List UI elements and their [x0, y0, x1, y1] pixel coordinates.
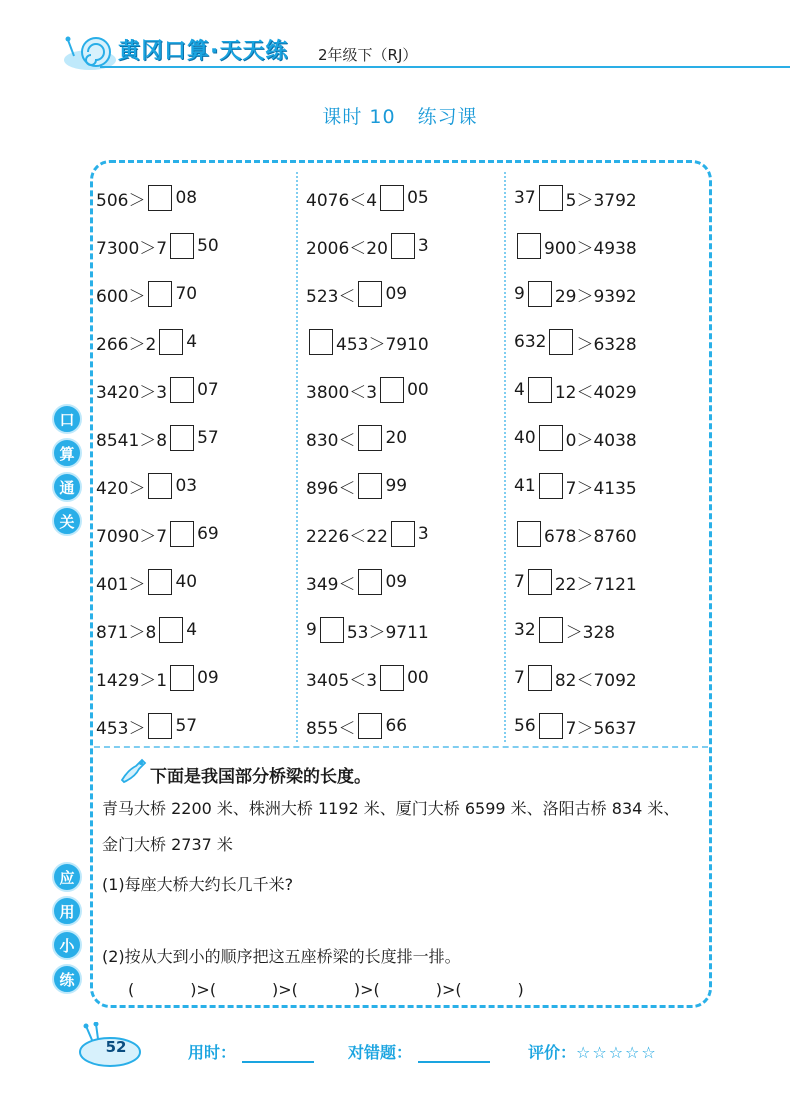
- exercise-row: [514, 270, 714, 318]
- correct-label: 对错题：: [348, 1043, 413, 1062]
- exercise-suffix: 09: [385, 572, 408, 592]
- pencil-icon: [118, 756, 148, 786]
- exercise-prefix: 871＞8: [96, 622, 157, 643]
- exercise-row: [96, 270, 296, 318]
- lesson-number: 课时 10: [322, 106, 396, 128]
- exercise-prefix: 9: [514, 284, 525, 304]
- exercise-suffix: 4: [186, 332, 198, 352]
- answer-box[interactable]: [517, 521, 541, 547]
- exercise-prefix: 7300＞7: [96, 238, 168, 259]
- rating-stars[interactable]: ☆☆☆☆☆: [576, 1043, 658, 1062]
- time-blank[interactable]: [242, 1045, 314, 1063]
- side-char: 练: [52, 964, 82, 994]
- answer-box[interactable]: [309, 329, 333, 355]
- exercise-suffix: 08: [175, 188, 198, 208]
- answer-box[interactable]: [170, 233, 194, 259]
- page-number: 52: [105, 1038, 127, 1056]
- exercise-row: [306, 222, 506, 270]
- answer-box[interactable]: [358, 569, 382, 595]
- exercise-suffix: 00: [407, 668, 429, 688]
- answer-box[interactable]: [320, 617, 344, 643]
- exercise-prefix: 632: [514, 332, 547, 352]
- bridge-data-line-2: 金门大桥 2737 米: [102, 835, 233, 854]
- answer-box[interactable]: [170, 521, 194, 547]
- exercise-prefix: 40: [514, 428, 536, 448]
- exercise-column-3: [514, 174, 714, 750]
- exercise-suffix: 3: [417, 236, 429, 256]
- answer-box[interactable]: [391, 521, 415, 547]
- brand-title: 黄冈口算·天天练: [118, 39, 289, 64]
- side-char: 应: [52, 862, 82, 892]
- exercise-row: [514, 654, 714, 702]
- exercise-row: [306, 702, 506, 750]
- side-char: 关: [52, 506, 82, 536]
- exercise-prefix: 349＜: [306, 574, 356, 595]
- order-answer-blanks[interactable]: ( )>( )>( )>( )>( ): [128, 980, 524, 999]
- answer-box[interactable]: [358, 713, 382, 739]
- correct-field: [348, 1040, 490, 1063]
- exercise-prefix: 896＜: [306, 478, 356, 499]
- answer-box[interactable]: [539, 185, 563, 211]
- exercise-suffix: 40: [175, 572, 198, 592]
- exercise-suffix: 678＞8760: [544, 526, 637, 547]
- time-label: 用时：: [188, 1043, 237, 1062]
- answer-box[interactable]: [549, 329, 573, 355]
- answer-box[interactable]: [528, 569, 552, 595]
- exercise-row: [514, 318, 714, 366]
- side-char: 小: [52, 930, 82, 960]
- answer-box[interactable]: [148, 569, 172, 595]
- answer-box[interactable]: [170, 377, 194, 403]
- exercise-prefix: 7090＞7: [96, 526, 168, 547]
- exercise-prefix: 7: [514, 572, 525, 592]
- answer-box[interactable]: [148, 185, 172, 211]
- exercise-prefix: 855＜: [306, 718, 356, 739]
- exercise-suffix: 4: [186, 620, 198, 640]
- exercise-row: [514, 510, 714, 558]
- answer-box[interactable]: [148, 473, 172, 499]
- exercise-suffix: ＞6328: [576, 334, 637, 355]
- exercise-row: [306, 270, 506, 318]
- exercise-row: [306, 174, 506, 222]
- exercise-row: [514, 414, 714, 462]
- exercise-prefix: 401＞: [96, 574, 146, 595]
- time-field: [188, 1040, 314, 1063]
- header-rule: [100, 66, 790, 68]
- exercise-suffix: 09: [197, 668, 219, 688]
- answer-box[interactable]: [528, 281, 552, 307]
- exercise-row: [96, 366, 296, 414]
- exercise-prefix: 3420＞3: [96, 382, 168, 403]
- exercise-row: [514, 606, 714, 654]
- exercise-column-1: [96, 174, 296, 750]
- exercise-row: [96, 318, 296, 366]
- exercise-suffix: 07: [197, 380, 219, 400]
- exercise-suffix: 69: [197, 524, 219, 544]
- exercise-row: [306, 606, 506, 654]
- exercise-suffix: 03: [175, 476, 198, 496]
- exercise-suffix: 05: [407, 188, 429, 208]
- answer-box[interactable]: [528, 377, 552, 403]
- exercise-suffix: 7＞4135: [565, 478, 637, 499]
- exercise-prefix: 3800＜3: [306, 382, 378, 403]
- exercise-column-2: [306, 174, 506, 750]
- lesson-title: [0, 102, 800, 129]
- side-label-oral: [52, 404, 82, 540]
- exercise-prefix: 7: [514, 668, 525, 688]
- exercise-prefix: 4: [514, 380, 525, 400]
- exercise-prefix: 41: [514, 476, 536, 496]
- answer-box[interactable]: [539, 473, 563, 499]
- exercise-row: [96, 702, 296, 750]
- exercise-row: [306, 318, 506, 366]
- exercise-prefix: 1429＞1: [96, 670, 168, 691]
- exercise-suffix: 900＞4938: [544, 238, 637, 259]
- exercise-prefix: 453＞: [96, 718, 146, 739]
- exercise-prefix: 420＞: [96, 478, 146, 499]
- exercise-prefix: 8541＞8: [96, 430, 168, 451]
- page-header: [0, 0, 800, 80]
- answer-box[interactable]: [539, 425, 563, 451]
- answer-box[interactable]: [391, 233, 415, 259]
- lesson-name: 练习课: [417, 106, 478, 128]
- exercise-prefix: 506＞: [96, 190, 146, 211]
- answer-box[interactable]: [358, 281, 382, 307]
- answer-box[interactable]: [148, 713, 172, 739]
- exercise-suffix: 70: [175, 284, 198, 304]
- exercise-row: [96, 462, 296, 510]
- exercise-prefix: 4076＜4: [306, 190, 378, 211]
- rating-field: [528, 1040, 658, 1063]
- exercise-suffix: 20: [385, 428, 408, 448]
- answer-box[interactable]: [358, 425, 382, 451]
- exercise-suffix: 99: [385, 476, 408, 496]
- exercise-row: [96, 414, 296, 462]
- exercise-suffix: 7＞5637: [565, 718, 637, 739]
- answer-box[interactable]: [380, 185, 404, 211]
- answer-box[interactable]: [170, 665, 194, 691]
- exercise-suffix: 57: [175, 716, 198, 736]
- side-char: 用: [52, 896, 82, 926]
- exercise-suffix: 53＞9711: [346, 622, 429, 643]
- answer-box[interactable]: [517, 233, 541, 259]
- exercise-row: [514, 702, 714, 750]
- exercise-row: [514, 366, 714, 414]
- side-char: 通: [52, 472, 82, 502]
- exercise-row: [306, 366, 506, 414]
- exercise-suffix: 3: [417, 524, 429, 544]
- side-char: 算: [52, 438, 82, 468]
- exercise-suffix: 57: [197, 428, 219, 448]
- exercise-suffix: 66: [385, 716, 408, 736]
- exercise-row: [306, 510, 506, 558]
- exercise-prefix: 266＞2: [96, 334, 157, 355]
- answer-box[interactable]: [528, 665, 552, 691]
- exercise-row: [306, 462, 506, 510]
- exercise-row: [96, 654, 296, 702]
- exercise-prefix: 2006＜20: [306, 238, 388, 259]
- answer-box[interactable]: [380, 377, 404, 403]
- exercise-prefix: 32: [514, 620, 536, 640]
- question-2: (2)按从大到小的顺序把这五座桥梁的长度排一排。: [102, 947, 461, 966]
- side-char: 口: [52, 404, 82, 434]
- question-1: (1)每座大桥大约长几千米?: [102, 875, 294, 894]
- exercise-suffix: 82＜7092: [554, 670, 637, 691]
- exercise-suffix: 50: [197, 236, 219, 256]
- exercise-suffix: 453＞7910: [336, 334, 429, 355]
- exercise-row: [306, 414, 506, 462]
- exercise-row: [306, 654, 506, 702]
- answer-box[interactable]: [159, 329, 183, 355]
- side-label-app: [52, 862, 82, 998]
- exercise-row: [96, 558, 296, 606]
- exercise-prefix: 37: [514, 188, 536, 208]
- application-heading: 下面是我国部分桥梁的长度。: [150, 767, 371, 787]
- answer-box[interactable]: [539, 713, 563, 739]
- exercise-row: [96, 510, 296, 558]
- grade-label: 2年级下（RJ）: [318, 46, 418, 64]
- answer-box[interactable]: [148, 281, 172, 307]
- answer-box[interactable]: [380, 665, 404, 691]
- rating-label: 评价：: [528, 1043, 577, 1062]
- exercise-row: [96, 606, 296, 654]
- exercise-prefix: 9: [306, 620, 317, 640]
- column-divider: [296, 172, 298, 742]
- exercise-suffix: 12＜4029: [554, 382, 637, 403]
- bridge-data-line-1: 青马大桥 2200 米、株洲大桥 1192 米、厦门大桥 6599 米、洛阳古桥 834 米、: [102, 799, 680, 818]
- exercise-suffix: 29＞9392: [554, 286, 637, 307]
- exercise-prefix: 2226＜22: [306, 526, 388, 547]
- answer-box[interactable]: [358, 473, 382, 499]
- answer-box[interactable]: [539, 617, 563, 643]
- exercise-prefix: 523＜: [306, 286, 356, 307]
- exercise-row: [514, 222, 714, 270]
- exercise-suffix: 5＞3792: [565, 190, 637, 211]
- exercise-row: [96, 222, 296, 270]
- answer-box[interactable]: [170, 425, 194, 451]
- answer-box[interactable]: [159, 617, 183, 643]
- correct-blank[interactable]: [418, 1045, 490, 1063]
- exercise-suffix: 0＞4038: [565, 430, 637, 451]
- exercise-row: [514, 174, 714, 222]
- exercise-row: [514, 558, 714, 606]
- exercise-suffix: ＞328: [565, 622, 616, 643]
- exercise-suffix: 00: [407, 380, 429, 400]
- exercise-suffix: 09: [385, 284, 408, 304]
- exercise-row: [306, 558, 506, 606]
- exercise-prefix: 56: [514, 716, 536, 736]
- exercise-suffix: 22＞7121: [554, 574, 637, 595]
- exercise-row: [96, 174, 296, 222]
- exercise-prefix: 3405＜3: [306, 670, 378, 691]
- exercise-prefix: 830＜: [306, 430, 356, 451]
- exercise-row: [514, 462, 714, 510]
- exercise-prefix: 600＞: [96, 286, 146, 307]
